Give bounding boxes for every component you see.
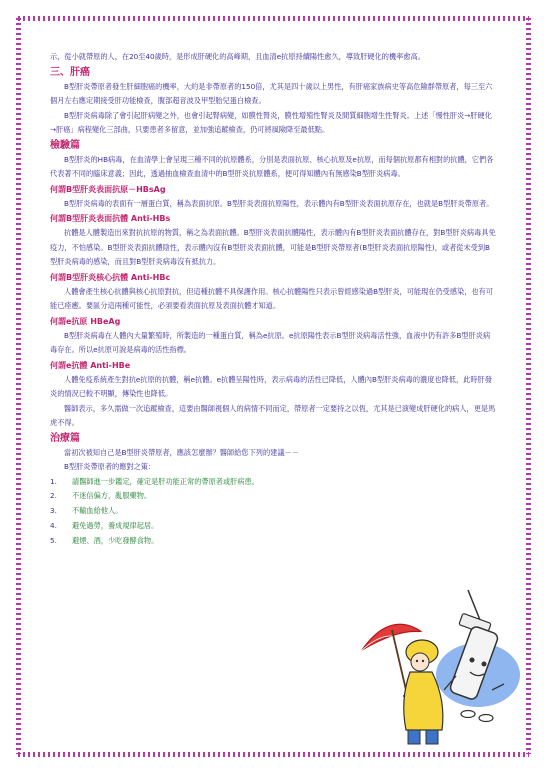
section-title-cancer: 三、肝癌 [50, 66, 90, 78]
list-item-number: 4. [50, 520, 57, 530]
subtitle-anti-hbc: 何謂B型肝炎核心抗體 Anti-HBc [50, 272, 171, 282]
list-item-text: 請醫師進一步鑑定，確定是肝功能正常的帶原者或肝病患。 [72, 476, 259, 486]
hbeag-paragraph: B型肝炎病毒在人體內大量繁殖時，所製造的一種蛋白質，稱為e抗原。e抗原陽性表示B型肝炎病毒活性強，血液中仍有許多B型肝炎病毒存在。所以e抗原可說是病毒的活性指標。 [50, 330, 491, 354]
cancer-paragraph-1: B型肝炎帶原者發生肝細胞癌的機率，大約是非帶原者的150倍，尤其是四十歲以上男性，有肝癌家族病史等高危險群帶原者，每三至六個月左右應定期接受肝功能檢查，腹部超音波及甲型胎兒蛋白檢查。 [50, 81, 493, 105]
list-item-text: 不迷信偏方，亂服藥物。 [72, 491, 152, 501]
exam-paragraph: B型肝炎的HB病毒，在血清學上會呈現三種不同的抗原體系，分別是表面抗原、核心抗原及e抗原，而每個抗原都有相對的抗體，它們各代表著不同的臨床意義；因此，透過抽血檢查血清中的B型肝炎抗原體系，便可得知體內有無感染B型肝炎病毒。 [50, 154, 494, 178]
list-item-text: 不輸血給他人。 [72, 506, 123, 516]
section-title-exam: 檢驗篇 [50, 139, 80, 151]
treatment-paragraph-2: B型肝炎帶原者的應對之策： [64, 462, 156, 471]
list-item-number: 5. [50, 535, 57, 545]
list-item [50, 489, 496, 504]
intro-paragraph: 示，從小就帶原的人，在20至40歲時，是形成肝硬化的高峰期，且血清e抗原持續陽性愈久，導致肝硬化的機率愈高。 [50, 52, 425, 61]
child-with-umbrella-icon [362, 624, 443, 744]
list-item [50, 519, 496, 534]
list-item-number: 3. [50, 506, 57, 516]
anti-hbe-paragraph-2: 醫師表示，多久需做一次追蹤檢查，這要由醫師視個人的病情不同而定，帶原者一定要持之以恆，尤其是已演變成肝硬化的病人，更是馬虎不得。 [50, 403, 496, 427]
cancer-paragraph-2: B型肝炎病毒除了會引起肝病變之外，也會引起腎病變，如膜性腎炎，膜性增殖性腎炎及間質細胞增生性腎炎。上述「慢性肝炎→肝硬化→肝癌」病程變化三部曲，只要患者多留意，並加強追蹤檢查，仍可將風險降至最低點。 [50, 110, 492, 134]
anti-hbe-paragraph-1: 人體免疫系統產生對抗e抗原的抗體，稱e抗體。e抗體呈陽性時，表示病毒的活性已降低，人體內B型肝炎病毒的濃度也降低，此時肝發炎的情況已較不明顯，傳染性也降低。 [50, 374, 492, 398]
advice-list [50, 475, 496, 549]
list-item-number: 2. [50, 491, 57, 501]
subtitle-anti-hbs: 何謂B型肝炎表面抗體 Anti-HBs [50, 214, 171, 223]
list-item-number: 1. [50, 476, 57, 486]
content-area [50, 50, 496, 548]
treatment-paragraph-1: 當初次被知自己是B型肝炎帶原者，應該怎麼辦？醫師給您下列的建議－－ [64, 447, 299, 457]
list-item-text: 避免過勞，養成規律起居。 [72, 520, 159, 530]
anti-hbs-paragraph: 抗體是人體製造出來對抗抗原的物質，稱之為表面抗體。B型肝炎表面抗體陽性，表示體內有B型肝炎表面抗體存在，對B型肝炎病毒具免疫力，不怕感染。B型肝炎表面抗體陰性，表示體內沒有B型肝炎表面抗體，可能是B型肝炎帶原者(B型肝炎表面抗原陽性)，或者從未受到B型肝炎病毒的感染，而且對B型肝炎病毒沒有抵抗力。 [50, 228, 496, 266]
list-item-text: 避煙、酒，少吃發酵食物。 [72, 535, 159, 545]
dotted-border-left [16, 18, 21, 754]
section-title-treatment: 治療篇 [50, 432, 80, 444]
illustration [360, 580, 530, 760]
hbsag-paragraph: B型肝炎病毒的表面有一層蛋白質，稱為表面抗原。B型肝炎表面抗原陽性，表示體內有B型肝炎表面抗原存在，也就是B型肝炎帶原者。 [64, 198, 494, 208]
dotted-border-top [18, 16, 529, 21]
subtitle-hbeag: 何謂e抗原 HBeAg [50, 316, 121, 326]
subtitle-hbsag: 何謂B型肝炎表面抗原－HBsAg [50, 184, 166, 194]
subtitle-anti-hbe: 何謂e抗體 Anti-HBe [50, 360, 131, 370]
list-item [50, 475, 496, 490]
list-item [50, 534, 496, 549]
syringe-character-icon [436, 590, 520, 722]
anti-hbc-paragraph: 人體會產生核心抗體與核心抗原對抗，但這種抗體不具保護作用。核心抗體陽性只表示曾經感染過B型肝炎，可能現在仍受感染，也有可能已痊癒。要區分這兩種可能性，必須要看表面抗原及表面抗體才知道。 [50, 286, 493, 310]
list-item [50, 504, 496, 519]
